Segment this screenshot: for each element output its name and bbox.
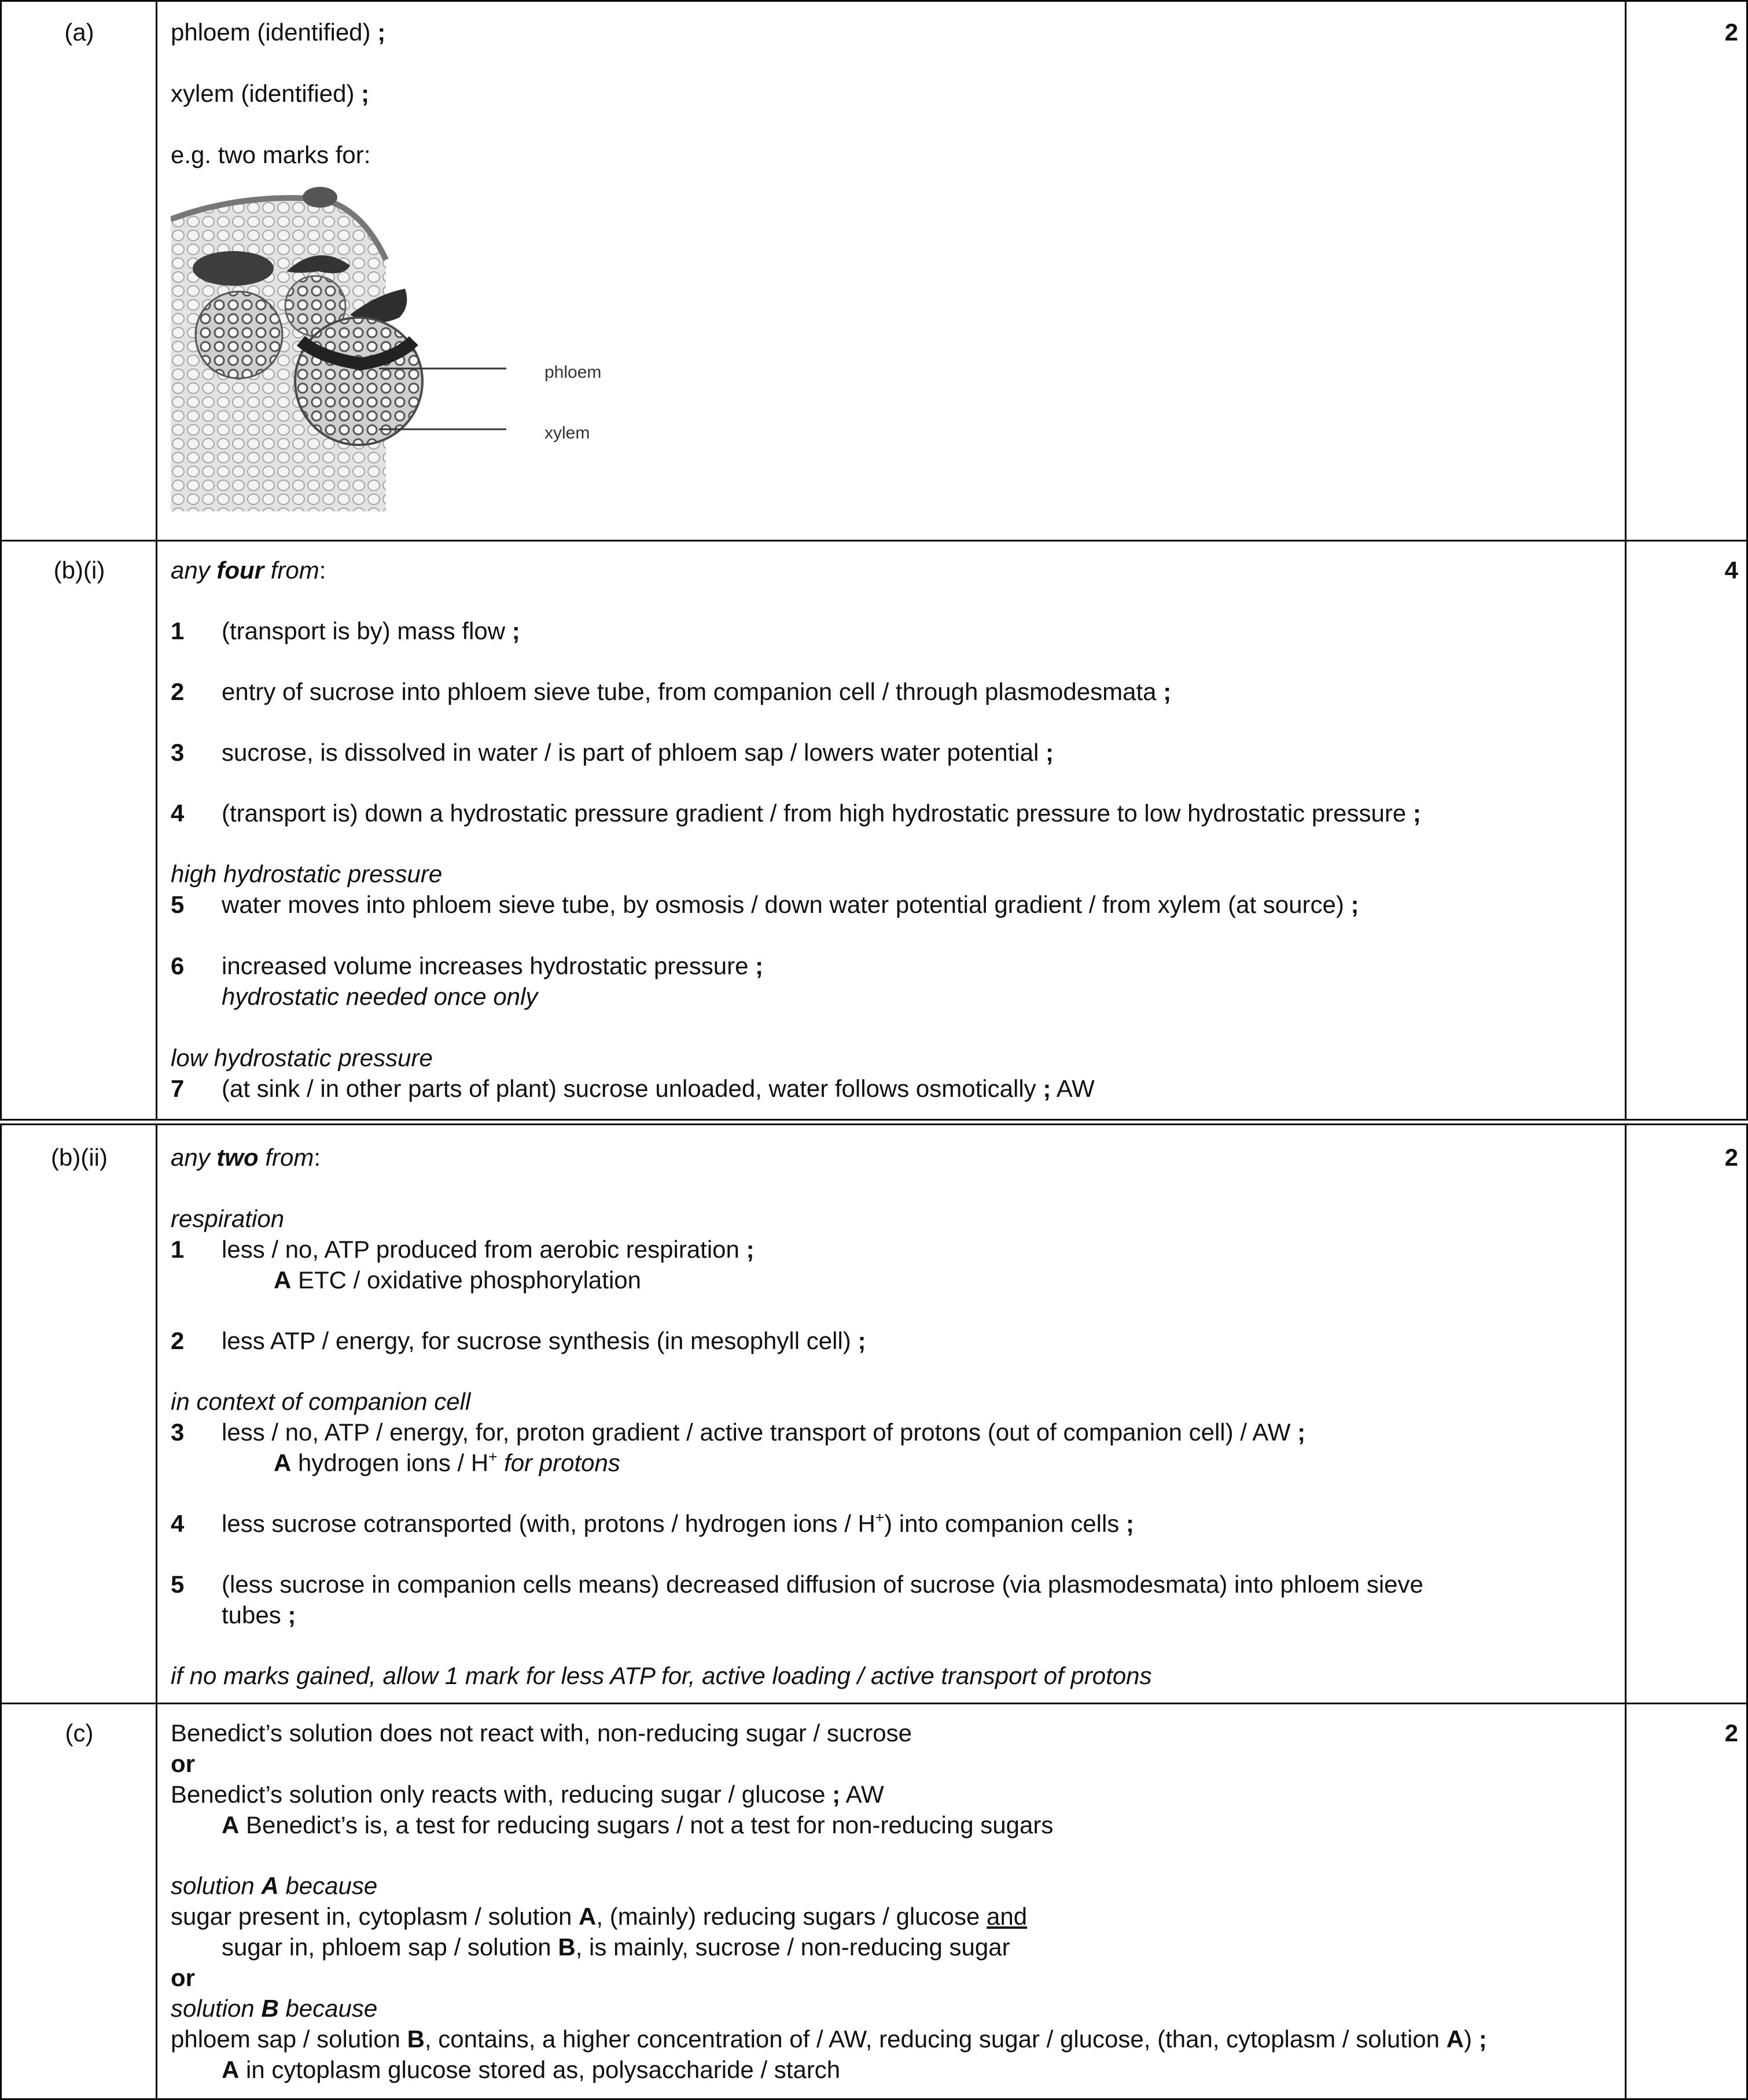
accept-note: A hydrogen ions / H+ for protons [274,1448,620,1476]
phloem-label: phloem [544,363,602,382]
answer-line: phloem (identified) ; [171,19,386,46]
answer-line: sugar present in, cytoplasm / solution A, (mainly) reducing sugars / glucose and [171,1903,1028,1930]
subheading: respiration [171,1205,285,1232]
xylem-label: xylem [544,423,590,443]
xylem-region [295,318,422,445]
answer-line: xylem (identified) ; [171,80,370,107]
phloem-cap [193,251,274,286]
subheading: low hydrostatic pressure [171,1044,433,1071]
answer-intro: any four from: [171,557,326,584]
accept-note: A in cytoplasm glucose stored as, polysaccharide / starch [222,2056,841,2083]
stem-cross-section-figure [171,173,506,511]
answer-line: phloem sap / solution B, contains, a higher concentration of / AW, reducing sugar / glucose, (than, cytoplasm / solution A) ; [171,2025,1487,2053]
or-separator: or [171,1750,195,1777]
marking-point-continued: tubes ; [222,1601,296,1629]
accept-note: A Benedict’s is, a test for reducing sugars / not a test for non-reducing sugars [222,1811,1054,1839]
or-separator: or [171,1964,195,1991]
figure-labels [540,355,644,447]
answer-line: e.g. two marks for: [171,141,371,168]
question-number: (b)(i) [53,557,105,584]
row-c [2,1704,1746,2100]
epidermal-hair [303,187,337,208]
row-b-i: (b)(i) 4 any four from: 1 (transport is by) mass flow ; 2 entry of sucrose into phloem sieve tube, from companion cell / through plasmodesmata ; 3 sucrose, is dissolved in water / is part of phloem sap / lowers water potential ; 4 (transport is) down a hydrostatic pressure gradient / from high hydrostatic pressure to low hydrostatic pressure ; high hydrostatic pressure 5 water moves into phloem sieve tube, by osmosis / down water potential gradient / from xylem (at source) ; 6 increased volume increases hydrostatic pressure ; hydrostatic needed once only low hydrostatic pressure 7 (at sink / in other parts of plant) sucrose unloaded, water follows osmotically ; AW [2,541,1746,1121]
accept-note: A ETC / oxidative phosphorylation [274,1266,641,1294]
marks-value: 2 [1724,1719,1738,1747]
guidance-note: hydrostatic needed once only [222,983,538,1010]
answer-intro: any two from: [171,1144,321,1171]
marks-value: 2 [1724,19,1738,46]
marks-value: 4 [1724,557,1738,584]
vascular-bundle [196,292,282,378]
answer-line: Benedict’s solution does not react with, non-reducing sugar / sucrose [171,1719,912,1747]
question-number: (c) [65,1719,94,1747]
subheading: in context of companion cell [171,1388,471,1415]
row-a [2,2,1746,540]
question-number: (a) [64,19,94,46]
row-b-ii: (b)(ii) 2 any two from: respiration 1 less / no, ATP produced from aerobic respiration ; A ETC / oxidative phosphorylation 2 less ATP / energy, for sucrose synthesis (in mesophyll cell) ; in context of companion cell 3 less / no, ATP / energy, for, proton gradient / active transport of protons (out of companion cell) / AW ; A hydrogen ions / H+ for protons 4 less sucrose cotransported (with, protons / hydrogen ions / H+) into companion cells ; 5 (less sucrose in companion cells means) decreased diffusion of sucrose (via plasmodesmata) into phloem sieve tubes ; if no marks gained, allow 1 mark for less ATP for, active loading / active transport of protons [2,1125,1746,1703]
question-number: (b)(ii) [51,1144,108,1171]
answer-line: sugar in, phloem sap / solution B, is mainly, sucrose / non-reducing sugar [222,1933,1010,1961]
subheading: solution B because [171,1995,378,2022]
subheading: high hydrostatic pressure [171,860,443,887]
mark-scheme-table-2 [0,1123,1748,2100]
guidance-note: if no marks gained, allow 1 mark for less ATP for, active loading / active transport of protons [171,1662,1152,1689]
answer-line: Benedict’s solution only reacts with, reducing sugar / glucose ; AW [171,1781,884,1808]
subheading: solution A because [171,1872,378,1899]
marks-value: 2 [1724,1144,1738,1171]
